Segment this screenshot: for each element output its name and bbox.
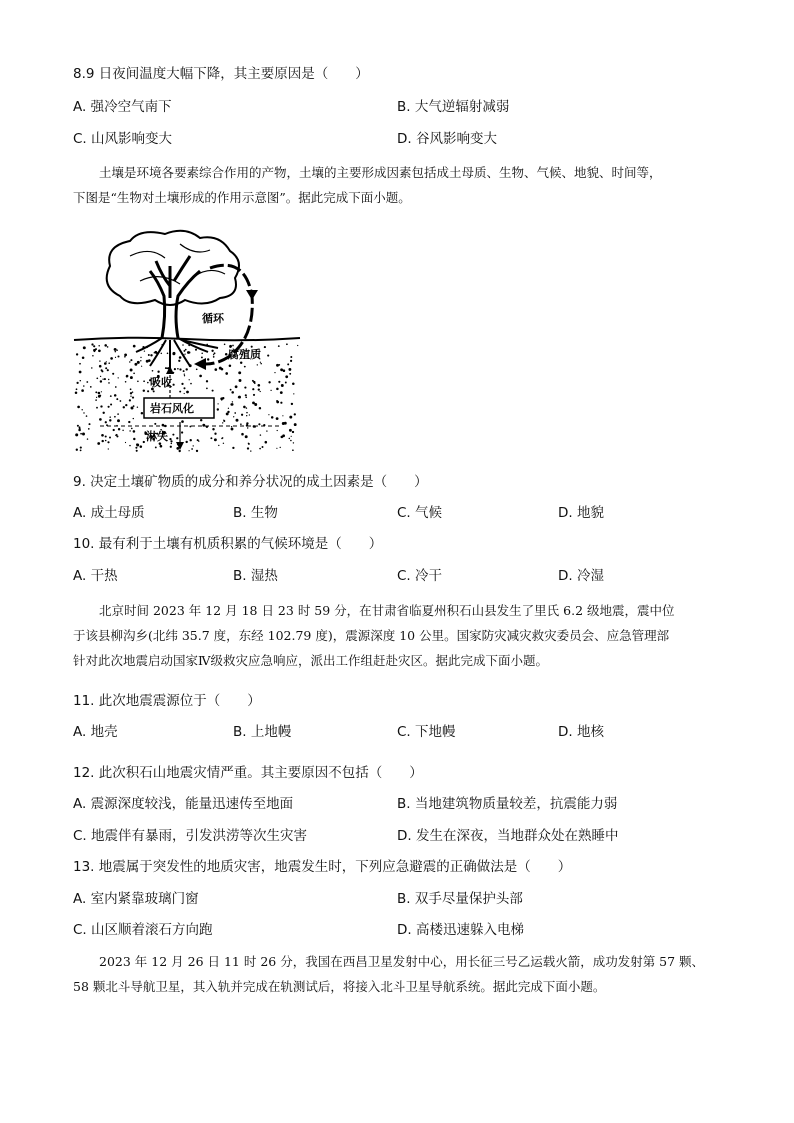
q11-option-a: A. 地壳 bbox=[73, 724, 118, 740]
q11-option-d: D. 地核 bbox=[558, 724, 604, 740]
q9-option-a: A. 成土母质 bbox=[73, 505, 145, 521]
q13-option-d: D. 高楼迅速躲入电梯 bbox=[397, 922, 524, 938]
label-cycle: 循环 bbox=[202, 312, 224, 325]
q9-stem: 9. 决定土壤矿物质的成分和养分状况的成土因素是（ ） bbox=[73, 474, 428, 490]
q11-option-b: B. 上地幔 bbox=[233, 724, 292, 740]
passage-earthquake-line-2: 于该县柳沟乡(北纬 35.7 度，东经 102.79 度)，震源深度 10 公里。国家防灾减灾救灾委员会、应急管理部 bbox=[73, 628, 670, 643]
passage-soil bbox=[73, 160, 733, 210]
q9-option-d: D. 地貌 bbox=[558, 505, 604, 521]
q11-stem: 11. 此次地震震源位于（ ） bbox=[73, 693, 261, 709]
q8-option-d: D. 谷风影响变大 bbox=[397, 131, 497, 147]
q12-option-c: C. 地震伴有暴雨，引发洪涝等次生灾害 bbox=[73, 828, 308, 844]
label-absorb: 吸收 bbox=[150, 376, 172, 389]
q12-option-d: D. 发生在深夜，当地群众处在熟睡中 bbox=[397, 828, 619, 844]
q12-stem: 12. 此次积石山地震灾情严重。其主要原因不包括（ ） bbox=[73, 765, 423, 781]
label-weathering: 岩石风化 bbox=[150, 402, 194, 415]
label-leach: 淋失 bbox=[146, 430, 168, 443]
q13-stem: 13. 地震属于突发性的地质灾害，地震发生时，下列应急避震的正确做法是（ ） bbox=[73, 859, 572, 875]
q13-option-a: A. 室内紧靠玻璃门窗 bbox=[73, 891, 199, 907]
q8-option-a: A. 强冷空气南下 bbox=[73, 99, 172, 115]
q10-option-c: C. 冷干 bbox=[397, 568, 443, 584]
passage-soil-line-2: 下图是“生物对土壤形成的作用示意图”。据此完成下面小题。 bbox=[73, 190, 411, 205]
soil-formation-figure bbox=[70, 226, 302, 458]
q11-option-c: C. 下地幔 bbox=[397, 724, 456, 740]
q12-option-b: B. 当地建筑物质量较差，抗震能力弱 bbox=[397, 796, 618, 812]
label-humus: 腐殖质 bbox=[228, 348, 261, 361]
q8-option-b: B. 大气逆辐射减弱 bbox=[397, 99, 510, 115]
q8-stem: 8.9 日夜间温度大幅下降，其主要原因是（ ） bbox=[73, 66, 369, 82]
passage-beidou-line-2: 58 颗北斗导航卫星，其入轨并完成在轨测试后，将接入北斗卫星导航系统。据此完成下面小题。 bbox=[73, 979, 606, 994]
passage-earthquake-line-1: 北京时间 2023 年 12 月 18 日 23 时 59 分，在甘肃省临夏州积石山县发生了里氏 6.2 级地震，震中位 bbox=[99, 603, 675, 618]
passage-soil-line-1: 土壤是环境各要素综合作用的产物，土壤的主要形成因素包括成土母质、生物、气候、地貌、时间等， bbox=[99, 165, 662, 180]
q10-option-d: D. 冷湿 bbox=[558, 568, 604, 584]
q13-option-b: B. 双手尽量保护头部 bbox=[397, 891, 523, 907]
passage-beidou bbox=[73, 949, 733, 999]
q10-stem: 10. 最有利于土壤有机质积累的气候环境是（ ） bbox=[73, 536, 383, 552]
passage-earthquake bbox=[73, 598, 733, 673]
q8-option-c: C. 山风影响变大 bbox=[73, 131, 173, 147]
q12-option-a: A. 震源深度较浅，能量迅速传至地面 bbox=[73, 796, 294, 812]
q13-option-c: C. 山区顺着滚石方向跑 bbox=[73, 922, 213, 938]
q10-option-a: A. 干热 bbox=[73, 568, 118, 584]
q9-option-b: B. 生物 bbox=[233, 505, 278, 521]
q9-option-c: C. 气候 bbox=[397, 505, 443, 521]
passage-beidou-line-1: 2023 年 12 月 26 日 11 时 26 分，我国在西昌卫星发射中心，用长征三号乙运载火箭，成功发射第 57 颗、 bbox=[99, 954, 705, 969]
passage-earthquake-line-3: 针对此次地震启动国家Ⅳ级救灾应急响应，派出工作组赶赴灾区。据此完成下面小题。 bbox=[73, 653, 548, 668]
q10-option-b: B. 湿热 bbox=[233, 568, 278, 584]
